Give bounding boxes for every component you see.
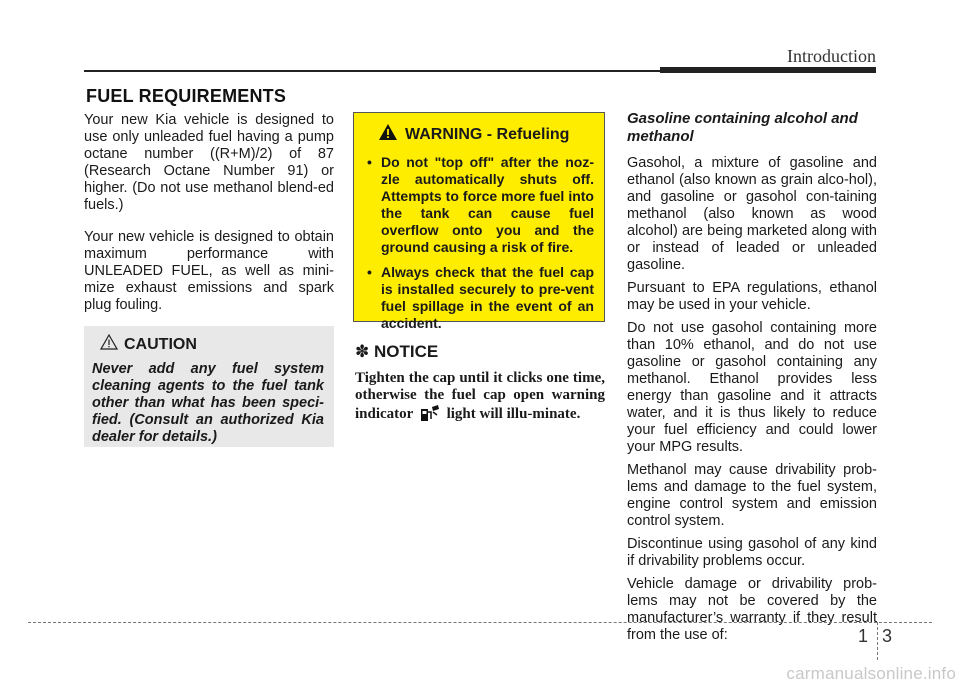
intro-paragraph-1: Your new Kia vehicle is designed to use only unleaded fuel having a pump octane number ((R+M)/2) of 87 (Research Octane Number 91) or higher. (Do not use methanol blend-ed fuels.) — [84, 112, 334, 213]
caution-triangle-icon — [100, 334, 118, 355]
body-paragraph: Pursuant to EPA regulations, ethanol may be used in your vehicle. — [627, 280, 877, 313]
body-paragraph: Vehicle damage or drivability prob-lems may not be covered by the manufacturer’s warranty if they result from the use of: — [627, 576, 877, 643]
notice-text — [355, 370, 605, 427]
caution-title: CAUTION — [124, 335, 197, 353]
warning-box — [353, 112, 605, 331]
notice-text-end: light will illu-minate. — [446, 406, 581, 422]
notice-title: ✽ NOTICE — [355, 342, 439, 361]
caution-header — [100, 334, 324, 355]
body-paragraph: Discontinue using gasohol of any kind if drivability problems occur. — [627, 536, 877, 569]
section-header: Introduction — [787, 46, 876, 66]
fuel-cap-open-indicator-icon — [419, 404, 441, 427]
body-paragraph: Methanol may cause drivability prob-lems and damage to the fuel system, engine control system and emission control system. — [627, 462, 877, 529]
caution-box — [84, 326, 334, 447]
body-paragraph: Gasohol, a mixture of gasoline and ethanol (also known as grain alco-hol), and gasoline or gasohol con-taining methanol (also known as wood alcohol) are being marketed along with or instead of leaded or unleaded gasoline. — [627, 155, 877, 273]
chapter-number: 1 — [858, 626, 869, 646]
warning-header — [378, 123, 594, 146]
page-title: FUEL REQUIREMENTS — [86, 86, 287, 106]
watermark: carmanualsonline.info — [786, 664, 956, 683]
intro-paragraph-2: Your new vehicle is designed to obtain maximum performance with UNLEADED FUEL, as well as mini-mize exhaust emissions and spark plug fouling. — [84, 229, 334, 313]
warning-item: • Do not "top off" after the noz-zle automatically shuts off. Attempts to force more fuel into the tank can cause fuel overflow onto you and the ground causing a risk of fire. — [366, 154, 594, 256]
footer-rule — [28, 622, 932, 623]
subsection-heading: Gasoline containing alcohol and methanol — [627, 110, 858, 145]
caution-text: Never add any fuel system cleaning agents to the fuel tank other than what has been speci-fied. (Consult an authorized Kia dealer for details.) — [92, 361, 324, 445]
warning-list — [366, 154, 594, 332]
body-paragraph: Do not use gasohol containing more than 10% ethanol, and do not use gasoline or gasohol containing any methanol. Ethanol provides less energy than gasoline and it attracts water, and it is thus likely to reduce your fuel efficiency and could lower your MPG results. — [627, 320, 877, 455]
warning-item: • Always check that the fuel cap is installed securely to pre-vent fuel spillage in the event of an accident. — [366, 264, 594, 332]
page-number-divider — [877, 622, 878, 660]
page-number: 3 — [882, 626, 893, 646]
warning-triangle-icon — [378, 123, 398, 146]
header-rule-accent — [660, 67, 876, 73]
warning-title: WARNING - Refueling — [405, 125, 570, 143]
notice-text-start: Tighten the cap until it clicks one time, otherwise the fuel cap open warning indicator — [355, 370, 605, 422]
column-left — [84, 112, 334, 329]
column-right — [627, 110, 877, 650]
